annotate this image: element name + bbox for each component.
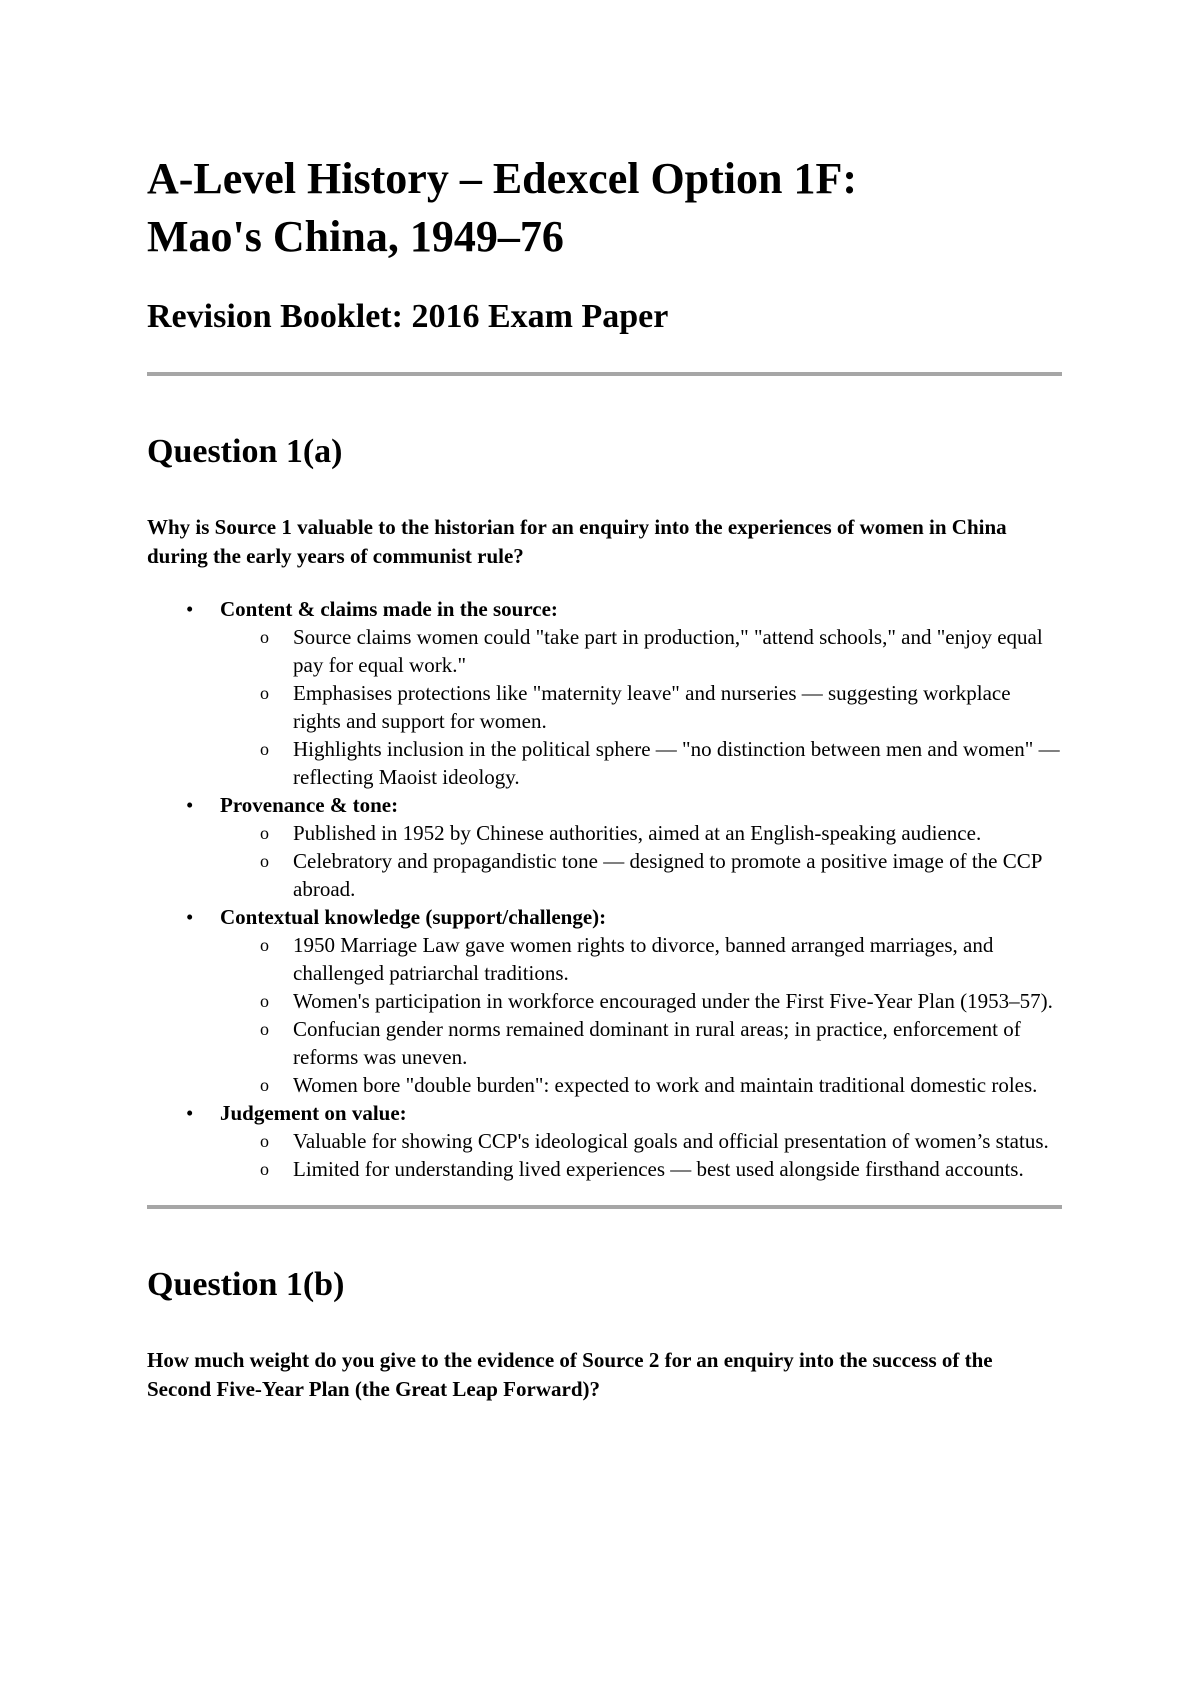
divider-top — [147, 372, 1062, 376]
sub-bullet-icon: o — [260, 739, 269, 759]
bullet-icon: • — [186, 1101, 194, 1125]
question-1b-heading: Question 1(b) — [147, 1266, 345, 1303]
sub-point — [220, 931, 1062, 987]
point-content-claims — [147, 595, 1062, 791]
question-1a-section — [147, 431, 1062, 1183]
point-contextual-knowledge — [147, 903, 1062, 1099]
question-1a-text: Why is Source 1 valuable to the historian for an enquiry into the experiences of women in China during the early years of communist rule? — [147, 515, 1007, 568]
bullet-icon: • — [186, 905, 194, 929]
sub-point — [220, 1127, 1062, 1155]
point-judgement-value — [147, 1099, 1062, 1183]
sub-point-text: Published in 1952 by Chinese authorities, aimed at an English-speaking audience. — [293, 821, 982, 845]
bullet-icon: • — [186, 597, 194, 621]
sub-bullet-icon: o — [260, 851, 269, 871]
sub-points-list — [220, 623, 1062, 791]
document-subtitle: Revision Booklet: 2016 Exam Paper — [147, 298, 669, 335]
sub-point-text: Women's participation in workforce encouraged under the First Five-Year Plan (1953–57). — [293, 989, 1053, 1013]
divider-middle — [147, 1205, 1062, 1209]
question-1b-section — [147, 1264, 1062, 1404]
bullet-icon: • — [186, 793, 194, 817]
sub-point-text: Celebratory and propagandistic tone — designed to promote a positive image of the CCP abroad. — [293, 849, 1042, 901]
sub-point-text: Limited for understanding lived experiences — best used alongside firsthand accounts. — [293, 1157, 1024, 1181]
sub-bullet-icon: o — [260, 627, 269, 647]
title-line-2: Mao's China, 1949–76 — [147, 212, 564, 261]
point-label: Provenance & tone: — [220, 793, 399, 817]
question-1b-text: How much weight do you give to the evidence of Source 2 for an enquiry into the success of the Second Five-Year Plan (the Great Leap Forward)? — [147, 1348, 993, 1401]
sub-point — [220, 987, 1062, 1015]
sub-point — [220, 735, 1062, 791]
sub-point — [220, 819, 1062, 847]
sub-point — [220, 679, 1062, 735]
sub-points-list — [220, 1127, 1062, 1183]
sub-point-text: Confucian gender norms remained dominant in rural areas; in practice, enforcement of reforms was uneven. — [293, 1017, 1021, 1069]
sub-point-text: Valuable for showing CCP's ideological goals and official presentation of women’s status. — [293, 1129, 1049, 1153]
sub-point-text: Source claims women could "take part in production," "attend schools," and "enjoy equal pay for equal work." — [293, 625, 1043, 677]
point-label: Contextual knowledge (support/challenge): — [220, 905, 607, 929]
point-provenance-tone — [147, 791, 1062, 903]
sub-point-text: 1950 Marriage Law gave women rights to divorce, banned arranged marriages, and challenged patriarchal traditions. — [293, 933, 994, 985]
sub-points-list — [220, 819, 1062, 903]
sub-point-text: Highlights inclusion in the political sphere — "no distinction between men and women" — reflecting Maoist ideology. — [293, 737, 1060, 789]
point-label: Content & claims made in the source: — [220, 597, 558, 621]
document-title — [147, 150, 1062, 266]
answer-points-list — [147, 595, 1062, 1183]
sub-bullet-icon: o — [260, 1159, 269, 1179]
sub-bullet-icon: o — [260, 935, 269, 955]
sub-bullet-icon: o — [260, 823, 269, 843]
sub-bullet-icon: o — [260, 991, 269, 1011]
sub-point-text: Women bore "double burden": expected to work and maintain traditional domestic roles. — [293, 1073, 1038, 1097]
sub-points-list — [220, 931, 1062, 1099]
question-1a-heading: Question 1(a) — [147, 433, 343, 470]
sub-point — [220, 847, 1062, 903]
sub-bullet-icon: o — [260, 1075, 269, 1095]
sub-bullet-icon: o — [260, 1019, 269, 1039]
sub-point — [220, 1071, 1062, 1099]
sub-point-text: Emphasises protections like "maternity leave" and nurseries — suggesting workplace rights and support for women. — [293, 681, 1011, 733]
sub-point — [220, 1015, 1062, 1071]
sub-bullet-icon: o — [260, 683, 269, 703]
sub-bullet-icon: o — [260, 1131, 269, 1151]
sub-point — [220, 1155, 1062, 1183]
title-line-1: A-Level History – Edexcel Option 1F: — [147, 154, 858, 203]
point-label: Judgement on value: — [220, 1101, 407, 1125]
sub-point — [220, 623, 1062, 679]
document-page — [147, 150, 1062, 1404]
